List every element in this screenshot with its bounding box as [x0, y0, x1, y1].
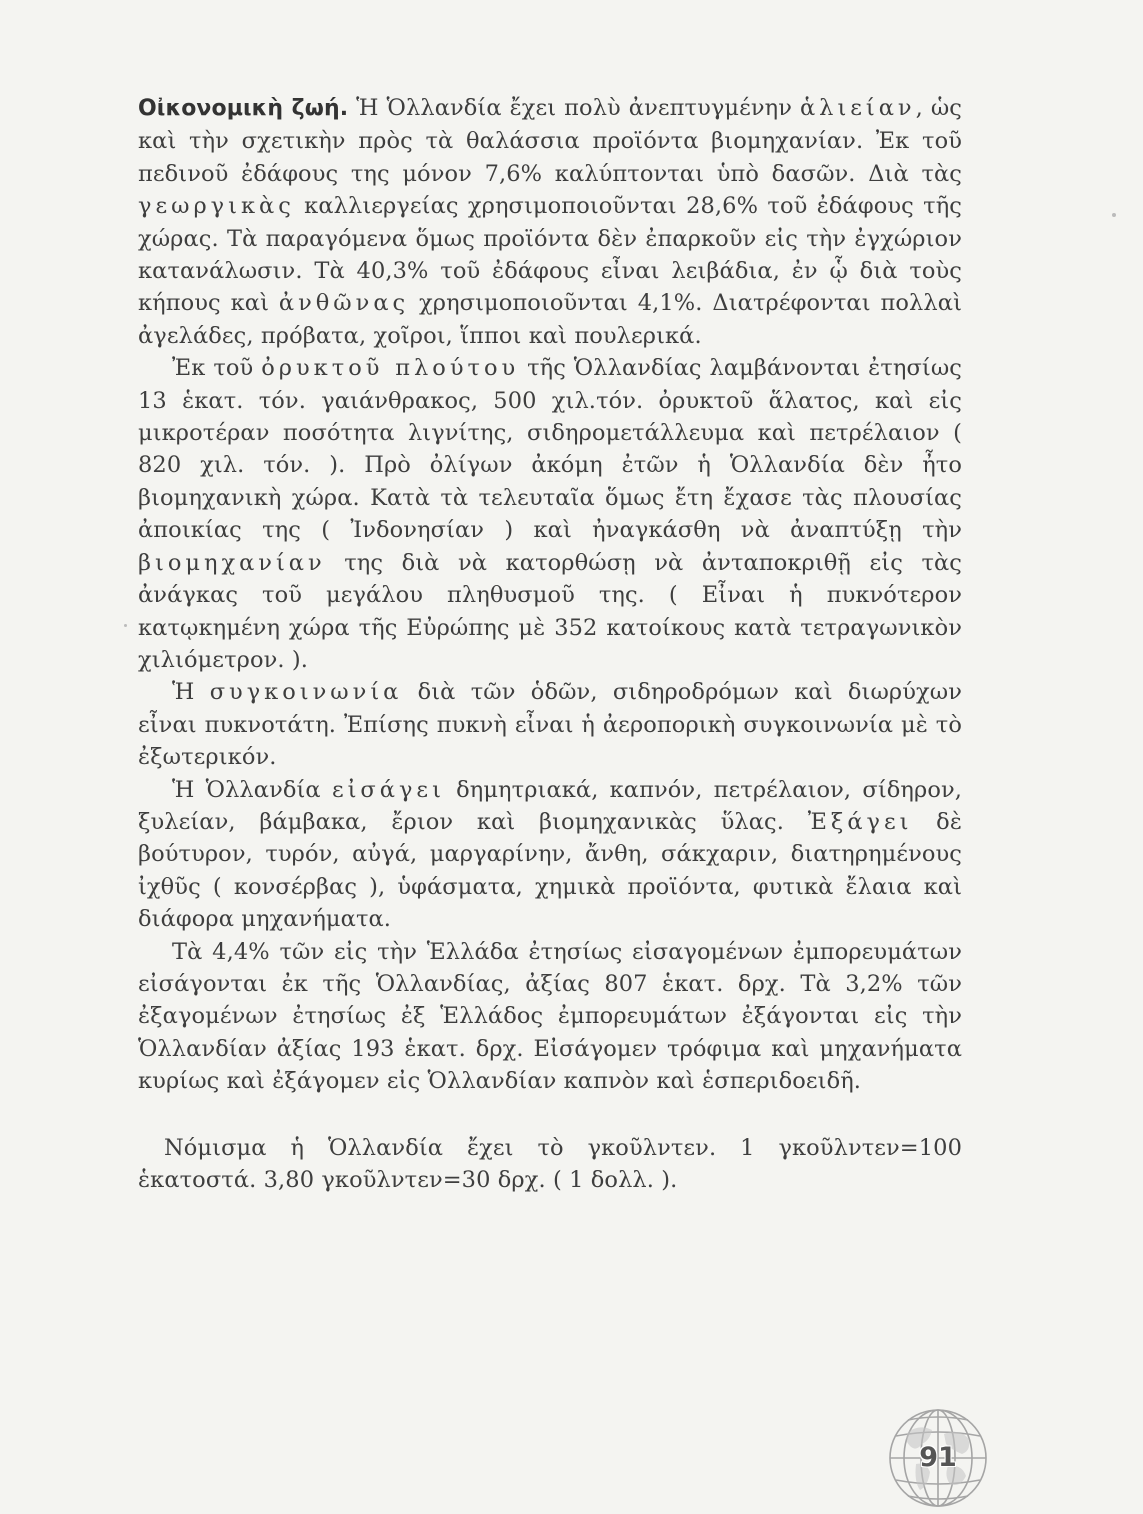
page-body: [138, 92, 962, 1196]
text-run: Ἡ: [172, 679, 210, 706]
text-run: δὲ βούτυρον, τυρόν, αὐγά, μαργαρίνην, ἄνθη, σάκχαριν, διατηρημένους ἰχθῦς ( κονσέρβας ), ὑφάσματα, χημικὰ προϊόντα, φυτικὰ ἔλαια καὶ διάφορα μηχανήματα.: [138, 808, 963, 933]
text-run: Τὰ 4,4% τῶν εἰς τὴν Ἑλλάδα ἐτησίως εἰσαγομένων ἐμπορευμάτων εἰσάγονται ἐκ τῆς Ὁλλανδίας, ἀξίας 807 ἑκατ. δρχ. Τὰ 3,2% τῶν ἐξαγομένων ἐτησίως ἐξ Ἑλλάδος ἐμπορευμάτων ἐξάγονται εἰς τὴν Ὁλλανδίαν ἀξίας 193 ἑκατ. δρχ. Εἰσάγομεν τρόφιμα καὶ μηχανήματα κυρίως καὶ ἐξάγομεν εἰς Ὁλλανδίαν καπνὸν καὶ ἑσπεριδοειδῆ.: [138, 938, 962, 1095]
text-run: , ὡς καὶ τὴν σχετικὴν πρὸς τὰ θαλάσσια προϊόντα βιομηχανίαν. Ἐκ τοῦ πεδινοῦ ἐδάφους της μόνον 7,6% καλύπτονται ὑπὸ δασῶν. Διὰ τὰς: [138, 95, 962, 187]
text-run: χρησιμοποιοῦνται 4,1%. Διατρέφονται πολλαὶ ἀγελάδες, πρόβατα, χοῖροι, ἵπποι καὶ πουλερικά.: [138, 290, 962, 349]
emphasis-text: γεωργικὰς: [138, 193, 295, 220]
paper-speck: [124, 624, 127, 627]
section-heading: Οἰκονομικὴ ζωή.: [138, 96, 349, 121]
text-run: δημητριακά, καπνόν, πετρέλαιον, σίδηρον, ξυλείαν, βάμβακα, ἔριον καὶ βιομηχανικὰς ὕλας.: [138, 776, 962, 835]
emphasis-text: ἁλιείαν: [799, 95, 916, 121]
text-run: Ἡ Ὁλλανδία: [172, 776, 332, 803]
text-run: Ἐκ τοῦ: [172, 355, 262, 382]
emphasis-text: συγκοινωνία: [209, 679, 403, 706]
text-run: καλλιεργείας χρησιμοποιοῦνται 28,6% τοῦ ἐδάφους τῆς χώρας. Τὰ παραγόμενα ὅμως προϊόντα δὲν ἐπαρκοῦν εἰς τὴν ἐγχώριον κατανάλωσιν. Τὰ 40,3% τοῦ ἐδάφους εἶναι λειβάδια, ἐν ᾧ διὰ τοὺς κήπους καὶ: [138, 193, 962, 317]
text-run: της διὰ νὰ κατορθώσῃ νὰ ἀνταποκριθῇ εἰς τὰς ἀνάγκας τοῦ μεγάλου πληθυσμοῦ της. ( Εἶναι ἡ πυκνότερον κατῳκημένη χώρα τῆς Εὐρώπης μὲ 352 κατοίκους κατὰ τετραγωνικὸν χιλιόμετρον. ).: [138, 549, 962, 673]
paragraph-trade-with-greece: [138, 936, 962, 1098]
paragraph-mineral-wealth: [138, 352, 962, 676]
paragraph-transport: [138, 676, 962, 773]
emphasis-text: ὀρυκτοῦ πλούτου: [261, 355, 520, 382]
emphasis-text: βιομηχανίαν: [138, 549, 326, 576]
text-run: τῆς Ὁλλανδίας λαμβάνονται ἐτησίως 13 ἑκατ. τόν. γαιάνθρακος, 500 χιλ.τόν. ὀρυκτοῦ ἅλατος, καὶ εἰς μικροτέραν ποσότητα λιγνίτης, σιδηρομετάλλευμα καὶ πετρέλαιον ( 820 χιλ. τόν. ). Πρὸ ὀλίγων ἀκόμη ἐτῶν ἡ Ὁλλανδία δὲν ἦτο βιομηχανικὴ χώρα. Κατὰ τὰ τελευταῖα ὅμως ἔτη ἔχασε τὰς πλουσίας ἀποικίας της ( Ἰνδονησίαν ) καὶ ἠναγκάσθη νὰ ἀναπτύξῃ τὴν: [138, 355, 962, 544]
emphasis-text: εἰσάγει: [331, 776, 445, 803]
paragraph-currency: [138, 1132, 962, 1197]
text-run: Νόμισμα ἡ Ὁλλανδία ἔχει τὸ γκοῦλντεν. 1 γκοῦλντεν=100 ἑκατοστά. 3,80 γκοῦλντεν=30 δρχ. ( 1 δολλ. ).: [138, 1134, 962, 1193]
page-number-badge: [886, 1406, 990, 1510]
paragraph-imports-exports: [138, 774, 962, 936]
emphasis-text: Ἐξάγει: [807, 808, 913, 835]
paper-speck: [1112, 213, 1116, 217]
text-run: Ἡ Ὁλλανδία ἔχει πολὺ ἀνεπτυγμένην: [348, 95, 800, 121]
emphasis-text: ἀνθῶνας: [278, 290, 410, 317]
page-number: 91: [919, 1442, 957, 1473]
text-run: διὰ τῶν ὁδῶν, σιδηροδρόμων καὶ διωρύχων εἶναι πυκνοτάτη. Ἐπίσης πυκνὴ εἶναι ἡ ἀεροπορικὴ συγκοινωνία μὲ τὸ ἐξωτερικόν.: [138, 679, 962, 771]
paragraph-economic-life: [138, 92, 962, 352]
